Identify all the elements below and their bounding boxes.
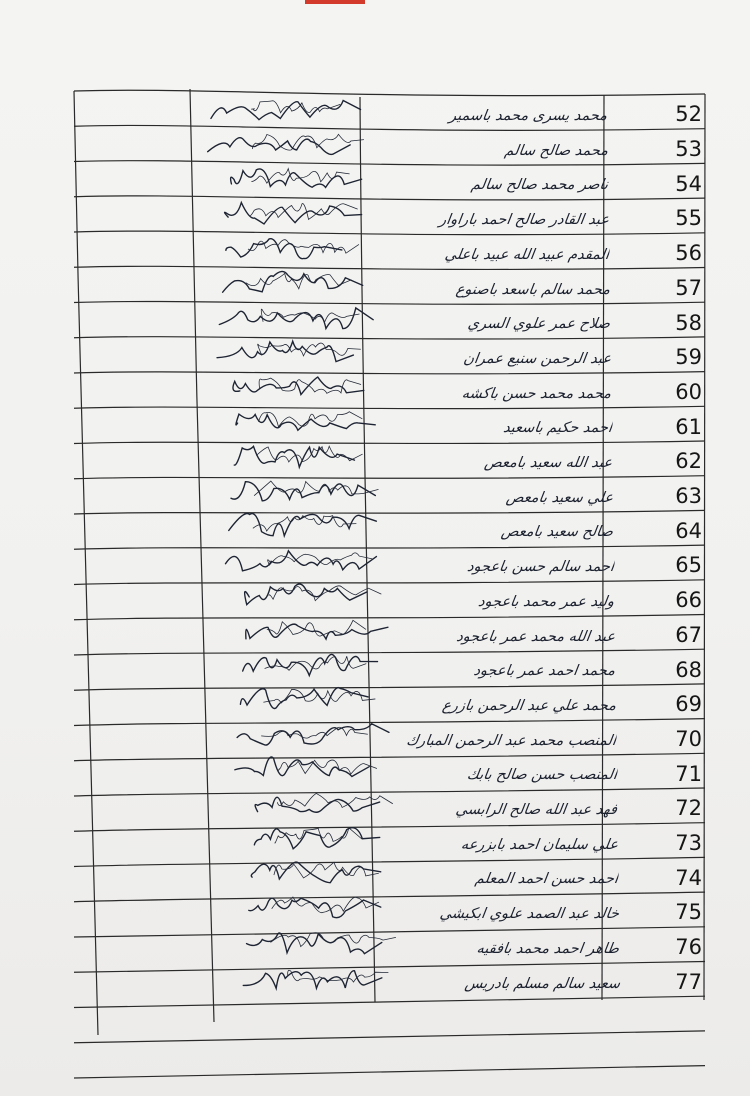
signature-stroke	[234, 757, 368, 777]
signature-stroke	[272, 897, 379, 913]
signature	[190, 475, 385, 510]
row-number: 67	[675, 622, 702, 647]
row-number: 57	[675, 275, 702, 300]
signature-stroke	[244, 584, 366, 605]
signature-stroke	[261, 727, 368, 738]
handwritten-name: احمد حكيم باسعيد	[501, 420, 613, 437]
handwritten-name: طاهر احمد محمد بافقيه	[475, 941, 621, 958]
signature	[176, 128, 371, 163]
handwritten-name: صلاح عمر علوي السري	[466, 316, 612, 333]
signature-stroke	[288, 970, 389, 982]
signature-stroke	[267, 620, 366, 636]
handwritten-name: فهد عبد الله صالح الرابسي	[454, 802, 619, 819]
row-number: 52	[675, 102, 702, 127]
signature-stroke	[225, 203, 362, 224]
handwritten-name: ناصر محمد صالح سالم	[470, 177, 610, 194]
signature	[181, 232, 376, 267]
handwritten-name: محمد محمد حسن باكشه	[460, 385, 613, 402]
signature-stroke	[220, 308, 374, 329]
handwritten-name: وليد عمر محمد باعجود	[477, 594, 616, 611]
handwritten-name: صالح سعيد بامعص	[500, 524, 615, 541]
row-number: 55	[675, 206, 702, 231]
signature	[197, 648, 392, 683]
signature	[203, 787, 398, 822]
row-line	[74, 1031, 705, 1043]
handwritten-name: محمد صالح سالم	[502, 143, 609, 160]
handwritten-name: عبد الله محمد عمر باعجود	[454, 628, 616, 645]
signature-stroke	[254, 481, 378, 496]
row-number: 75	[675, 900, 702, 925]
signature-stroke	[211, 101, 361, 120]
signature-stroke	[274, 863, 379, 879]
signature-stroke	[231, 481, 375, 500]
handwritten-name: عبد القادر صالح احمد باراوار	[437, 212, 610, 229]
signature-stroke	[248, 239, 359, 252]
signature	[196, 614, 391, 649]
signature-stroke	[246, 273, 352, 288]
handwritten-name: عبد الله سعيد بامعص	[483, 455, 614, 472]
row-number: 63	[675, 484, 702, 509]
signature-stroke	[223, 271, 363, 292]
row-number: 68	[675, 657, 702, 682]
row-number: 59	[675, 345, 702, 370]
row-number: 76	[675, 935, 702, 960]
row-number: 69	[675, 692, 702, 717]
signature	[183, 301, 378, 336]
handwritten-name: محمد احمد عمر باعجود	[472, 663, 617, 680]
row-number: 60	[675, 379, 702, 404]
signature-stroke	[246, 624, 388, 639]
handwritten-name: احمد حسن احمد المعلم	[473, 871, 620, 888]
row-number: 64	[675, 518, 702, 543]
handwritten-name: المنصب محمد عبد الرحمن المبارك	[405, 732, 618, 749]
signature	[210, 961, 405, 996]
signature-stroke	[268, 553, 373, 565]
signature	[193, 544, 388, 579]
handwritten-name: خالد عبد الصمد علوي ابكيشي	[438, 906, 620, 923]
row-number: 66	[675, 588, 702, 613]
signature	[188, 405, 383, 440]
handwritten-name: المقدم عبيد الله عبيد باعلي	[443, 247, 611, 264]
signature-stroke	[255, 797, 380, 812]
signature	[206, 856, 401, 891]
signature-stroke	[208, 137, 350, 154]
signature	[199, 683, 394, 718]
signature	[207, 891, 402, 926]
row-number: 62	[675, 449, 702, 474]
column-line	[74, 91, 98, 1035]
signature	[204, 822, 399, 857]
signature	[192, 509, 387, 544]
signature-stroke	[226, 551, 377, 571]
handwritten-name: علي سليمان احمد بابزرعه	[459, 837, 619, 854]
signature-stroke	[253, 134, 364, 150]
signature	[209, 926, 404, 961]
handwritten-name: احمد سالم حسن باعجود	[465, 559, 615, 576]
signature-stroke	[257, 343, 360, 356]
signature-stroke	[236, 414, 375, 430]
handwritten-name: المنصب حسن صالح بابك	[465, 767, 618, 784]
handwritten-name: محمد يسرى محمد باسمير	[448, 108, 609, 125]
signature-stroke	[251, 862, 380, 883]
grid-line	[704, 94, 705, 1000]
signature	[185, 336, 380, 371]
signature	[195, 579, 390, 614]
handwritten-name: عبد الرحمن سنيع عمران	[461, 351, 612, 368]
handwritten-name: علي سعيد بامعص	[504, 490, 614, 507]
handwritten-name: محمد علي عبد الرحمن بازرع	[440, 698, 617, 715]
row-number: 65	[675, 553, 702, 578]
row-number: 71	[675, 761, 702, 786]
signature	[200, 718, 395, 753]
row-number: 58	[675, 310, 702, 335]
signature-stroke	[237, 723, 389, 744]
row-number: 77	[675, 969, 702, 994]
signature	[179, 197, 374, 232]
signature-stroke	[270, 932, 395, 946]
signature-stroke	[263, 689, 375, 703]
signature-stroke	[246, 933, 381, 954]
row-number: 70	[675, 726, 702, 751]
signature	[175, 93, 370, 128]
row-number: 61	[675, 414, 702, 439]
row-number: 54	[675, 171, 702, 196]
row-number: 73	[675, 831, 702, 856]
signature	[186, 371, 381, 406]
row-number: 56	[675, 241, 702, 266]
handwritten-name: محمد سالم باسعد باصنوع	[454, 281, 611, 298]
row-number: 74	[675, 865, 702, 890]
row-number: 72	[675, 796, 702, 821]
signature	[189, 440, 384, 475]
row-number: 53	[675, 137, 702, 162]
handwritten-name: سعيد سالم مسلم بادريس	[463, 975, 621, 992]
signature	[202, 752, 397, 787]
row-line	[74, 1066, 705, 1078]
signature	[178, 162, 373, 197]
signature	[182, 267, 377, 302]
row-line	[74, 90, 705, 95]
